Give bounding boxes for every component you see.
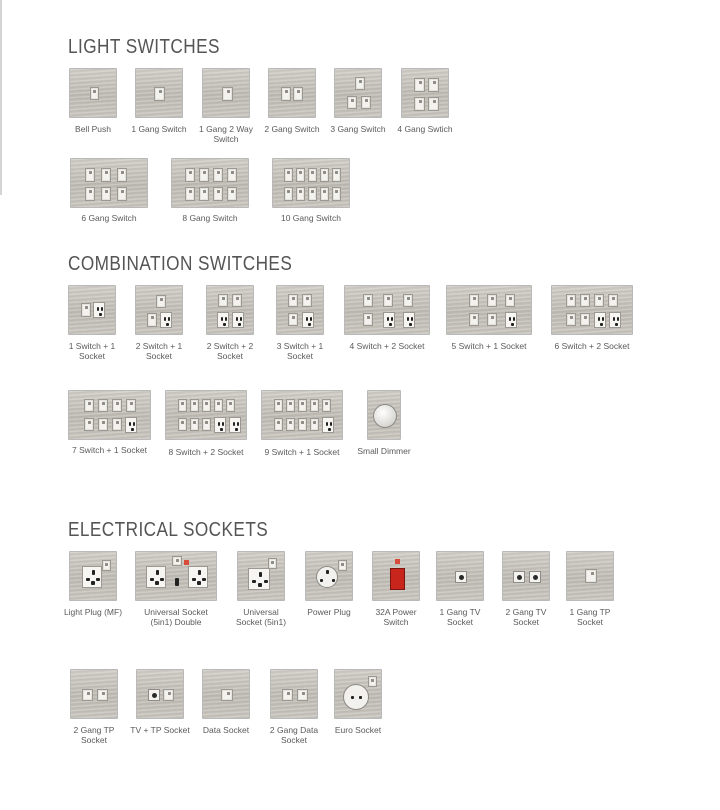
rocker-switch: [347, 96, 357, 109]
euro-socket-outlet: [343, 684, 369, 710]
faceplate: [68, 390, 151, 440]
rocker-switch: [85, 168, 95, 182]
rocker-switch: [185, 187, 195, 201]
rocker-switch: [368, 676, 377, 687]
rocker-switch: [98, 399, 108, 412]
faceplate: [165, 390, 247, 440]
rocker-switch: [227, 168, 237, 182]
electrical-sockets-item[interactable]: [70, 669, 118, 745]
rocker-switch: [414, 78, 425, 92]
faceplate: [276, 285, 324, 335]
socket-pin-hole: [326, 570, 329, 574]
socket-pin-hole: [351, 696, 354, 699]
rocker-switch: [310, 418, 319, 431]
socket-outlet: [302, 312, 314, 328]
faceplate: [237, 551, 285, 601]
faceplate: [202, 669, 250, 719]
rocker-switch: [332, 187, 341, 201]
item-caption: Data Socket: [202, 725, 250, 735]
electrical-sockets-item[interactable]: [202, 669, 250, 735]
socket-pin-hole: [320, 579, 323, 582]
rocker-switch: [383, 294, 393, 307]
combination-switches-item[interactable]: [261, 390, 343, 457]
faceplate: [70, 158, 148, 208]
socket-pin-hole: [221, 317, 223, 321]
socket-pin-hole: [359, 696, 362, 699]
rocker-switch: [147, 313, 157, 327]
faceplate: [551, 285, 633, 335]
rocker-switch: [274, 418, 283, 431]
rocker-switch: [101, 187, 111, 201]
socket-outlet: [125, 417, 137, 433]
rocker-switch: [361, 96, 371, 109]
item-caption: 1 Gang TV Socket: [439, 607, 481, 627]
electrical-sockets-item[interactable]: [235, 551, 287, 627]
rocker-switch: [213, 168, 223, 182]
rocker-switch: [97, 689, 108, 701]
rocker-switch: [126, 399, 136, 412]
socket-pin-hole: [131, 428, 134, 431]
rocker-switch: [221, 689, 233, 701]
rocker-switch: [214, 399, 223, 412]
rocker-switch: [302, 294, 312, 307]
faceplate: [206, 285, 254, 335]
universal-socket: [82, 566, 102, 588]
rocker-switch: [185, 168, 195, 182]
socket-pin-hole: [168, 317, 170, 321]
light-switches-item[interactable]: [330, 68, 386, 134]
item-caption: 6 Gang Switch: [81, 213, 137, 223]
item-caption: 1 Gang 2 Way Switch: [198, 124, 254, 144]
rocker-switch: [322, 399, 331, 412]
socket-pin-hole: [192, 578, 196, 581]
faceplate: [135, 551, 217, 601]
socket-pin-hole: [236, 317, 238, 321]
rocker-switch: [298, 399, 307, 412]
rocker-switch: [227, 187, 237, 201]
item-caption: 1 Gang TP Socket: [569, 607, 611, 627]
item-caption: Euro Socket: [334, 725, 382, 735]
rocker-switch: [363, 313, 373, 326]
electrical-sockets-item[interactable]: [135, 551, 217, 627]
light-switches-item[interactable]: [272, 158, 350, 223]
socket-pin-hole: [391, 317, 393, 321]
rocker-switch: [172, 556, 182, 566]
item-caption: 4 Gang Swtich: [397, 124, 453, 134]
socket-pin-hole: [310, 317, 312, 321]
combination-switches-item[interactable]: [135, 285, 183, 361]
socket-pin-hole: [258, 583, 262, 587]
socket-pin-hole: [129, 422, 131, 426]
socket-outlet: [232, 312, 244, 328]
faceplate: [334, 669, 382, 719]
faceplate: [69, 551, 117, 601]
socket-pin-hole: [389, 323, 392, 326]
rocker-switch: [308, 168, 317, 182]
item-caption: 32A Power Switch: [375, 607, 417, 627]
socket-pin-hole: [233, 422, 235, 426]
rocker-switch: [469, 294, 479, 307]
socket-pin-hole: [509, 317, 511, 321]
indicator-icon: [184, 560, 189, 565]
faceplate: [334, 68, 382, 118]
rocker-switch: [274, 399, 283, 412]
socket-pin-hole: [133, 422, 135, 426]
faceplate: [202, 68, 250, 118]
rocker-switch: [363, 294, 373, 307]
rocker-switch: [428, 78, 439, 92]
item-caption: 9 Switch + 1 Socket: [264, 447, 340, 457]
rocker-switch: [332, 168, 341, 182]
rocker-switch: [81, 303, 91, 317]
socket-pin-hole: [166, 323, 169, 326]
faceplate: [367, 390, 401, 440]
rocker-switch: [566, 313, 576, 326]
socket-pin-hole: [197, 581, 201, 585]
socket-pin-hole: [218, 422, 220, 426]
rocker-switch: [284, 168, 293, 182]
socket-outlet: [214, 417, 226, 433]
item-caption: 7 Switch + 1 Socket: [72, 445, 147, 455]
faceplate: [69, 68, 117, 118]
rocker-switch: [190, 418, 199, 431]
rocker-switch: [154, 87, 165, 101]
universal-socket: [248, 568, 270, 590]
socket-pin-hole: [511, 323, 514, 326]
socket-pin-hole: [101, 307, 103, 311]
rocker-switch: [487, 313, 497, 326]
item-caption: 2 Gang TV Socket: [505, 607, 547, 627]
rocker-switch: [117, 187, 127, 201]
item-caption: 8 Gang Switch: [182, 213, 238, 223]
rocker-switch: [428, 97, 439, 111]
dimmer-knob-icon: [373, 404, 397, 428]
tv-socket-icon: [148, 689, 160, 701]
rocker-switch: [281, 87, 291, 101]
socket-pin-hole: [97, 307, 99, 311]
rocker-switch: [232, 294, 242, 307]
socket-pin-hole: [259, 572, 262, 577]
rocker-switch: [199, 187, 209, 201]
rocker-switch: [355, 77, 365, 90]
rocker-switch: [403, 294, 413, 307]
faceplate: [68, 285, 116, 335]
faceplate: [344, 285, 430, 335]
rocker-switch: [117, 168, 127, 182]
light-switches-item[interactable]: [198, 68, 254, 144]
electrical-sockets-item[interactable]: [130, 669, 190, 735]
faceplate: [268, 68, 316, 118]
socket-pin-hole: [96, 578, 100, 581]
light-switches-item[interactable]: [397, 68, 453, 134]
item-caption: 2 Gang TP Socket: [73, 725, 115, 745]
electrical-sockets-item[interactable]: [334, 669, 382, 735]
socket-pin-hole: [600, 323, 603, 326]
socket-outlet: [229, 417, 241, 433]
socket-pin-hole: [156, 570, 159, 575]
tv-socket-icon: [513, 571, 525, 583]
combination-switches-item[interactable]: [206, 285, 254, 361]
faceplate: [436, 551, 484, 601]
socket-pin-hole: [330, 422, 332, 426]
socket-pin-hole: [235, 428, 238, 431]
socket-pin-hole: [164, 317, 166, 321]
faceplate: [446, 285, 532, 335]
combination-switches-item[interactable]: [344, 285, 430, 351]
item-caption: Light Plug (MF): [63, 607, 123, 617]
socket-pin-hole: [220, 428, 223, 431]
rocker-switch: [580, 294, 590, 307]
item-caption: 5 Switch + 1 Socket: [451, 341, 527, 351]
rocker-switch: [282, 689, 293, 701]
combination-switches-item[interactable]: [165, 390, 247, 457]
socket-pin-hole: [237, 422, 239, 426]
light-switches-item[interactable]: [264, 68, 320, 134]
section-title-electrical-sockets: ELECTRICAL SOCKETS: [68, 519, 269, 541]
item-caption: 10 Gang Switch: [280, 213, 341, 223]
rocker-switch: [296, 187, 305, 201]
socket-outlet: [383, 312, 395, 328]
rocker-switch: [284, 187, 293, 201]
rocker-switch: [585, 569, 597, 583]
electrical-sockets-item[interactable]: [269, 669, 319, 745]
item-caption: 4 Switch + 2 Socket: [349, 341, 425, 351]
faceplate: [502, 551, 550, 601]
item-caption: 2 Switch + 1 Socket: [135, 341, 183, 361]
rocker-switch: [320, 168, 329, 182]
rocker-switch: [298, 418, 307, 431]
rocker-switch: [163, 689, 174, 701]
socket-outlet: [403, 312, 415, 328]
rocker-switch: [85, 187, 95, 201]
rocker-switch: [202, 418, 211, 431]
combination-switches-item[interactable]: [357, 390, 411, 456]
item-caption: Bell Push: [75, 124, 111, 134]
rocker-switch: [101, 168, 111, 182]
faceplate: [135, 68, 183, 118]
rocker-switch: [112, 418, 122, 431]
electrical-sockets-item[interactable]: [372, 551, 420, 627]
combination-switches-item[interactable]: [68, 285, 116, 361]
socket-pin-hole: [332, 579, 335, 582]
socket-pin-hole: [155, 581, 159, 585]
socket-pin-hole: [264, 580, 268, 583]
rocker-switch: [469, 313, 479, 326]
faceplate: [305, 551, 353, 601]
item-caption: Small Dimmer: [357, 446, 411, 456]
item-caption: 3 Gang Switch: [330, 124, 386, 134]
rocker-switch: [90, 87, 99, 100]
item-caption: 1 Switch + 1 Socket: [68, 341, 116, 361]
socket-pin-hole: [223, 323, 226, 326]
item-caption: 3 Switch + 1 Socket: [276, 341, 324, 361]
faceplate: [70, 669, 118, 719]
light-switches-item[interactable]: [171, 158, 249, 223]
rocker-switch: [338, 560, 347, 571]
power-plug-outlet: [316, 566, 338, 588]
electrical-sockets-item[interactable]: [63, 551, 123, 617]
faceplate: [171, 158, 249, 208]
socket-outlet: [217, 312, 229, 328]
socket-pin-hole: [92, 570, 95, 575]
electrical-sockets-item[interactable]: [305, 551, 353, 617]
rocker-switch: [505, 294, 515, 307]
socket-pin-hole: [240, 317, 242, 321]
socket-pin-hole: [326, 422, 328, 426]
rocker-switch: [213, 187, 223, 201]
socket-pin-hole: [328, 428, 331, 431]
rocker-switch: [98, 418, 108, 431]
socket-pin-hole: [91, 581, 95, 585]
electrical-sockets-item[interactable]: [502, 551, 550, 627]
socket-outlet: [93, 302, 105, 318]
socket-outlet: [160, 312, 172, 328]
socket-pin-hole: [306, 317, 308, 321]
light-switches-item[interactable]: [131, 68, 187, 134]
combination-switches-item[interactable]: [68, 390, 151, 455]
rocker-switch: [156, 295, 166, 308]
item-caption: 2 Gang Switch: [264, 124, 320, 134]
rocker-switch: [296, 168, 305, 182]
rocker-switch: [293, 87, 303, 101]
rocker-switch: [202, 399, 211, 412]
rocker-switch: [82, 689, 93, 701]
item-caption: Universal Socket (5in1): [235, 607, 287, 627]
item-caption: 2 Switch + 2 Socket: [206, 341, 254, 361]
rocker-switch: [320, 187, 329, 201]
combination-switches-item[interactable]: [446, 285, 532, 351]
socket-pin-hole: [617, 317, 619, 321]
item-caption: 2 Gang Data Socket: [269, 725, 319, 745]
socket-outlet: [609, 312, 621, 328]
rocker-switch: [218, 294, 228, 307]
rocker-switch: [308, 187, 317, 201]
combination-switches-item[interactable]: [551, 285, 633, 351]
item-caption: 1 Gang Switch: [131, 124, 187, 134]
socket-pin-hole: [99, 313, 102, 316]
rocker-switch: [226, 399, 235, 412]
rocker-switch: [178, 418, 187, 431]
item-caption: 8 Switch + 2 Socket: [168, 447, 244, 457]
faceplate: [136, 669, 184, 719]
rocker-switch: [310, 399, 319, 412]
rocker-switch: [580, 313, 590, 326]
tv-socket-icon: [529, 571, 541, 583]
light-switches-item[interactable]: [69, 68, 117, 134]
socket-outlet: [322, 417, 334, 433]
rocker-switch: [102, 560, 111, 571]
socket-pin-hole: [308, 323, 311, 326]
socket-pin-hole: [387, 317, 389, 321]
socket-pin-hole: [615, 323, 618, 326]
socket-pin-hole: [513, 317, 515, 321]
socket-outlet: [594, 312, 606, 328]
socket-pin-hole: [150, 578, 154, 581]
socket-pin-hole: [409, 323, 412, 326]
item-caption: Power Plug: [307, 607, 351, 617]
socket-pin-hole: [225, 317, 227, 321]
rocker-switch: [84, 418, 94, 431]
socket-pin-hole: [613, 317, 615, 321]
electrical-sockets-item[interactable]: [436, 551, 484, 627]
tv-socket-icon: [455, 571, 467, 583]
rocker-switch: [286, 399, 295, 412]
rocker-switch: [199, 168, 209, 182]
left-rule: [0, 0, 2, 195]
combination-switches-item[interactable]: [276, 285, 324, 361]
socket-pin-hole: [202, 578, 206, 581]
indicator-icon: [395, 559, 400, 564]
socket-pin-hole: [86, 578, 90, 581]
socket-pin-hole: [598, 317, 600, 321]
socket-outlet: [505, 312, 517, 328]
rocker-switch: [566, 294, 576, 307]
rocker-switch: [288, 294, 298, 307]
section-title-combination-switches: COMBINATION SWITCHES: [68, 253, 293, 275]
faceplate: [261, 390, 343, 440]
socket-pin-hole: [238, 323, 241, 326]
rocker-switch: [414, 97, 425, 111]
faceplate: [401, 68, 449, 118]
rocker-switch: [297, 689, 308, 701]
socket-pin-hole: [602, 317, 604, 321]
faceplate: [272, 158, 350, 208]
faceplate: [270, 669, 318, 719]
rocker-switch: [487, 294, 497, 307]
light-switches-item[interactable]: [70, 158, 148, 223]
rocker-switch: [286, 418, 295, 431]
universal-socket: [146, 566, 166, 588]
socket-pin-hole: [175, 578, 179, 586]
socket-pin-hole: [160, 578, 164, 581]
faceplate: [135, 285, 183, 335]
electrical-sockets-item[interactable]: [566, 551, 614, 627]
item-caption: TV + TP Socket: [130, 725, 190, 735]
faceplate: [372, 551, 420, 601]
universal-socket: [188, 566, 208, 588]
rocker-switch: [594, 294, 604, 307]
section-title-light-switches: LIGHT SWITCHES: [68, 36, 220, 58]
socket-pin-hole: [407, 317, 409, 321]
rocker-switch: [112, 399, 122, 412]
rocker-switch: [222, 87, 233, 101]
item-caption: Universal Socket (5in1) Double: [144, 607, 208, 627]
socket-pin-hole: [198, 570, 201, 575]
rocker-switch: [608, 294, 618, 307]
red-rocker-switch: [390, 568, 405, 590]
socket-pin-hole: [252, 580, 256, 583]
rocker-switch: [84, 399, 94, 412]
rocker-switch: [190, 399, 199, 412]
rocker-switch: [178, 399, 187, 412]
item-caption: 6 Switch + 2 Socket: [554, 341, 630, 351]
rocker-switch: [288, 313, 298, 326]
socket-pin-hole: [222, 422, 224, 426]
socket-pin-hole: [411, 317, 413, 321]
faceplate: [566, 551, 614, 601]
